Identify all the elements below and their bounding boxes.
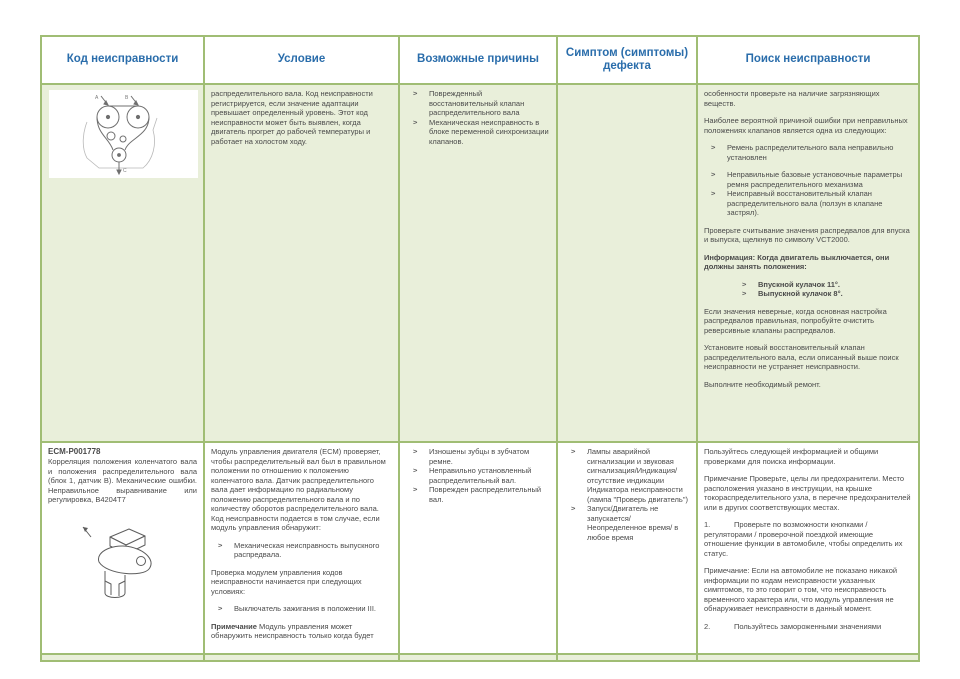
troubleshooting-step (704, 622, 912, 632)
next-row-stub (558, 655, 696, 660)
bullet-arrow-icon (413, 118, 422, 147)
column-header-possible-causes: Возможные причины (400, 37, 556, 83)
step-text: Проверьте по возможности кнопками / регуляторами / проверочной поездкой имеющие отношение функции в автомобиле, чтобы определить их статус. (704, 520, 903, 558)
bullet-text: Ремень распределительного вала неправильно установлен (727, 143, 894, 162)
troubleshooting-step (704, 520, 912, 558)
troubleshooting-paragraph: Наиболее вероятной причиной ошибки при неправильных положениях клапанов является одна из следующих: (704, 116, 908, 135)
bullet-text: Выпускной кулачок 8°. (758, 289, 843, 299)
fault-code-description: Корреляция положения коленчатого вала и положения распределительного вала (блок 1, датчик B). Механические ошибки. Неправильное выравнивание или регулировка, B4204T7 (48, 457, 197, 505)
condition-text: распределительного вала. Код неисправности регистрируется, если значение адаптации превышает определенный уровень. Этот код неисправности может быть выявлен, когда двигатель прогрет до рабочей температуры и работает на холостом ходу. (211, 89, 373, 146)
column-header-fault-code: Код неисправности (42, 37, 203, 83)
next-row-stub (698, 655, 918, 660)
cause-item (406, 118, 550, 147)
cause-text: Механическая неисправность в блоке переменной синхронизации клапанов. (429, 117, 549, 146)
bullet-text: Впускной кулачок 11°. (758, 279, 841, 289)
row2-causes-cell (400, 443, 556, 653)
troubleshooting-paragraph: Если значения неверные, когда основная настройка распредвалов правильная, попробуйте очистить реверсивные клапаны распредвалов. (704, 306, 887, 335)
condition-paragraph: Модуль управления двигателя (ECM) проверяет, чтобы распределительный вал был в правильном положении по отношению к положению коленчатого вала. Датчик распределительного вала дает информацию по радиальному положению распределительного вала и по количеству оборотов распределительного вала. (211, 447, 386, 514)
condition-bullet (211, 604, 392, 614)
next-row-stub (205, 655, 398, 660)
cause-item (406, 89, 550, 118)
bullet-arrow-icon (413, 485, 422, 504)
condition-note (211, 622, 392, 641)
cause-item (406, 447, 550, 466)
info-heading: Информация: Когда двигатель выключается, они должны занять положения: (704, 252, 890, 272)
svg-text:C: C (122, 168, 127, 174)
column-header-symptom: Симптом (симптомы) дефекта (558, 37, 696, 83)
row2-troubleshooting-cell (698, 443, 918, 653)
condition-paragraph: Проверка модулем управления кодов неисправности начинается при следующих условиях: (211, 567, 362, 596)
bullet-arrow-icon (742, 280, 751, 290)
bullet-arrow-icon (571, 447, 580, 504)
troubleshooting-note: Примечание: Если на автомобиле не показано никакой информации по кодам неисправности указанных симптомов, то это говорит о том, что неисправность временного характера или, что модуль управления не обнаруживает неисправности в данный момент. (704, 566, 898, 614)
bullet-text: Механическая неисправность выпускного распредвала. (234, 540, 380, 560)
next-row-stub (400, 655, 556, 660)
bullet-arrow-icon (711, 170, 720, 189)
bullet-text: Неправильные базовые установочные параметры ремня распределительного механизма (727, 170, 903, 189)
camshaft-position-sensor-illustration (77, 523, 169, 619)
bullet-arrow-icon (218, 541, 227, 560)
bullet-arrow-icon (413, 466, 422, 485)
svg-text:A: A (94, 95, 98, 101)
info-bullet (704, 289, 912, 299)
row1-fault-code-cell (42, 85, 203, 441)
symptom-text: Лампы аварийной сигнализации и звуковая сигнализация/Индикация/отсутствие индикации Индикатора неисправности (лампа "Проверь двигатель") (587, 447, 688, 504)
cause-item (406, 485, 550, 504)
fault-code-id: ECM-P001778 (48, 447, 101, 456)
cause-text: Поврежденный восстановительный клапан распределительного вала (429, 89, 525, 118)
condition-paragraph: Код неисправности подается в том случае, если модуль управления обнаружит: (211, 513, 380, 533)
condition-bullet (211, 541, 392, 560)
note-text: Модуль управления может обнаружить неисправность только когда будет (211, 621, 374, 641)
info-bullet (704, 280, 912, 290)
troubleshooting-bullet (704, 189, 912, 218)
bullet-text: Выключатель зажигания в положении III. (234, 604, 376, 614)
step-number: 1. (704, 520, 711, 530)
troubleshooting-bullet (704, 143, 912, 162)
bullet-arrow-icon (413, 89, 422, 118)
troubleshooting-paragraph: Проверьте считывание значения распредвалов для впуска и выпуска, щелкнув по символу VCT2000. (704, 225, 910, 245)
bullet-arrow-icon (413, 447, 422, 466)
cause-item (406, 466, 550, 485)
cause-text: Неправильно установленный распределительный вал. (429, 466, 532, 485)
bullet-text: Неисправный восстановительный клапан распределительного вала (ползун в клапане застрял). (727, 189, 883, 218)
troubleshooting-note: Примечание Проверьте, целы ли предохранители. Место расположения указано в инструкции, на крышке токораспределительного узла, в перечне предохранителей или в других соответствующих местах. (704, 474, 911, 512)
troubleshooting-bullet (704, 170, 912, 189)
sensor-image-frame (48, 523, 197, 619)
bullet-arrow-icon (571, 504, 580, 542)
note-label: Примечание (211, 621, 257, 631)
cause-text: Изношены зубцы в зубчатом ремне. (429, 447, 530, 466)
symptom-item (564, 447, 690, 504)
symptom-item (564, 504, 690, 542)
troubleshooting-paragraph: Пользуйтесь следующей информацией и общими проверками для поиска информации. (704, 447, 879, 466)
row1-causes-cell (400, 85, 556, 441)
svg-text:B: B (124, 95, 128, 101)
step-number: 2. (704, 621, 711, 631)
column-header-troubleshooting: Поиск неисправности (698, 37, 918, 83)
timing-belt-diagram-frame (49, 90, 198, 178)
fault-code-table (40, 35, 920, 662)
bullet-arrow-icon (218, 604, 227, 614)
next-row-stub (42, 655, 203, 660)
bullet-arrow-icon (711, 189, 720, 218)
bullet-arrow-icon (742, 289, 751, 299)
row2-fault-code-cell (42, 443, 203, 653)
column-header-condition: Условие (205, 37, 398, 83)
step-text: Пользуйтесь замороженными значениями (734, 621, 882, 631)
troubleshooting-paragraph: Выполните необходимый ремонт. (704, 379, 821, 389)
bullet-arrow-icon (711, 143, 720, 162)
row2-condition-cell (205, 443, 398, 653)
troubleshooting-paragraph: Установите новый восстановительный клапан распределительного вала, если описанный выше поиск неисправности не устраняет неисправности. (704, 343, 899, 372)
row1-symptom-cell (558, 85, 696, 441)
row1-condition-cell (205, 85, 398, 441)
troubleshooting-paragraph: особенности проверьте на наличие загрязняющих веществ. (704, 89, 880, 108)
symptom-text: Запуск/Двигатель не запускается/Неопределенное время/ в любое время (587, 504, 679, 542)
timing-belt-diagram (65, 92, 183, 176)
cause-text: Поврежден распределительный вал. (429, 485, 542, 504)
row2-symptom-cell (558, 443, 696, 653)
row1-troubleshooting-cell (698, 85, 918, 441)
